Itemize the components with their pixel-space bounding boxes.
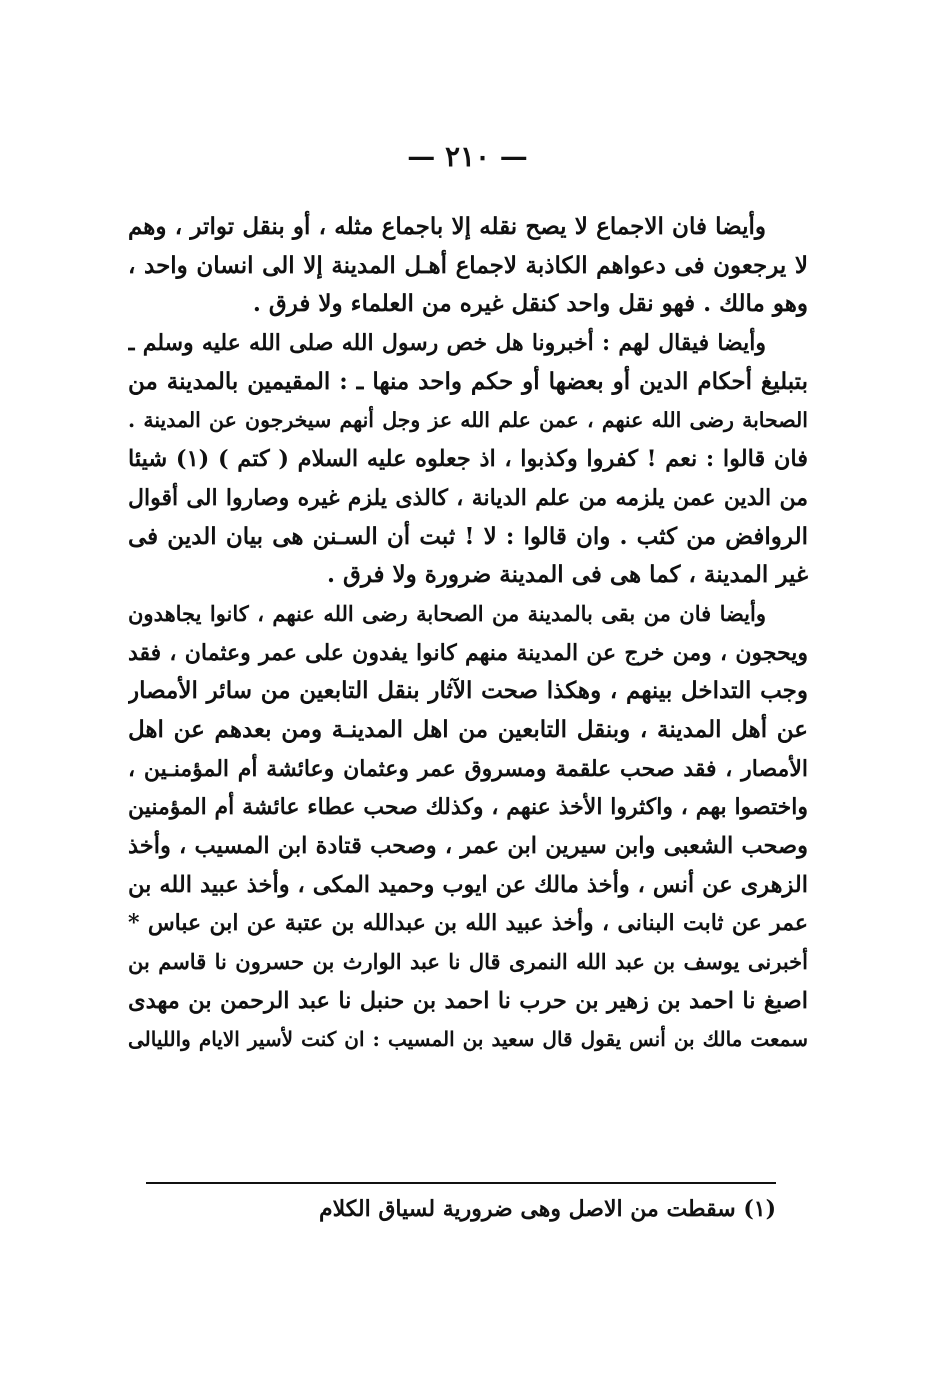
text-line: واختصوا بهم ، واكثروا الأخذ عنهم ، وكذلك صحب عطاء عائشة أم المؤمنين — [128, 794, 808, 821]
footnote-divider — [146, 1182, 776, 1184]
footnote: (١) سقطت من الاصل وهى ضرورية لسياق الكلام — [318, 1196, 776, 1222]
text-line: وصحب الشعبى وابن سيرين ابن عمر ، وصحب قتادة ابن المسيب ، وأخذ — [128, 833, 808, 859]
text-line: ويحجون ، ومن خرج عن المدينة منهم كانوا يفدون على عمر وعثمان ، فقد — [128, 639, 808, 666]
text-line: وأيضا فان من بقى بالمدينة من الصحابة رضى الله عنهم ، كانوا يجاهدون — [128, 600, 766, 626]
text-line: بتبليغ أحكام الدين أو بعضها أو حكم واحد منها ـ : المقيمين بالمدينة من — [128, 367, 808, 395]
text-line: من الدين عمن يلزمه من علم الديانة ، كالذى يلزم غيره وصاروا الى أقوال — [128, 484, 808, 511]
text-line: الزهرى عن أنس ، وأخذ مالك عن ايوب وحميد المكى ، وأخذ عبيد الله بن — [128, 871, 808, 898]
text-line: عمر عن ثابت البنانى ، وأخذ عبيد الله بن عبدالله بن عتبة عن ابن عباس * — [128, 910, 808, 937]
text-line: أخبرنى يوسف بن عبد الله النمرى قال نا عبد الوارث بن حسرون نا قاسم بن — [128, 949, 808, 975]
text-line: سمعت مالك بن أنس يقول قال سعيد بن المسيب : ان كنت لأسير الايام والليالى — [128, 1027, 808, 1052]
text-line: لا يرجعون فى دعواهم الكاذبة لاجماع أهـل المدينة إلا الى انسان واحد ، — [128, 251, 808, 279]
body-text — [128, 208, 808, 1059]
text-line: الأمصار ، فقد صحب علقمة ومسروق عمر وعثمان وعائشة أم المؤمنـين ، — [128, 755, 808, 782]
text-line: وجب التداخل بينهم ، وهكذا صحت الآثار بنقل التابعين من سائر الأمصار — [128, 677, 808, 705]
text-line: الروافض من كثب . وان قالوا : لا ! ثبت أن السـنن هى بيان الدين فى — [128, 522, 808, 550]
text-line: اصبغ نا احمد بن زهير بن حرب نا احمد بن حنبل نا عبد الرحمن بن مهدى — [128, 987, 808, 1014]
text-line: عن أهل المدينة ، وبنقل التابعين من اهل المدينـة ومن بعدهم عن اهل — [128, 715, 808, 743]
text-line: وأيضا فان الاجماع لا يصح نقله إلا باجماع مثله ، أو بنقل تواتر ، وهم — [128, 213, 766, 240]
text-line: الصحابة رضى الله عنهم ، عمن علم الله عز وجل أنهم سيخرجون عن المدينة . — [128, 408, 808, 433]
text-line: فان قالوا : نعم ! كفروا وكذبوا ، اذ جعلوه عليه السلام ( كتم ) (١) شيئا — [128, 446, 808, 473]
page-number: — ٢١٠ — — [407, 140, 528, 173]
text-line: وأيضا فيقال لهم : أخبرونا هل خص رسول الله صلى الله عليه وسلم ـ — [128, 330, 766, 357]
text-line: وهو مالك . فهو نقل واحد كنقل غيره من العلماء ولا فرق . — [252, 290, 808, 318]
text-line: غير المدينة ، كما هى فى المدينة ضرورة ولا فرق . — [326, 561, 808, 589]
